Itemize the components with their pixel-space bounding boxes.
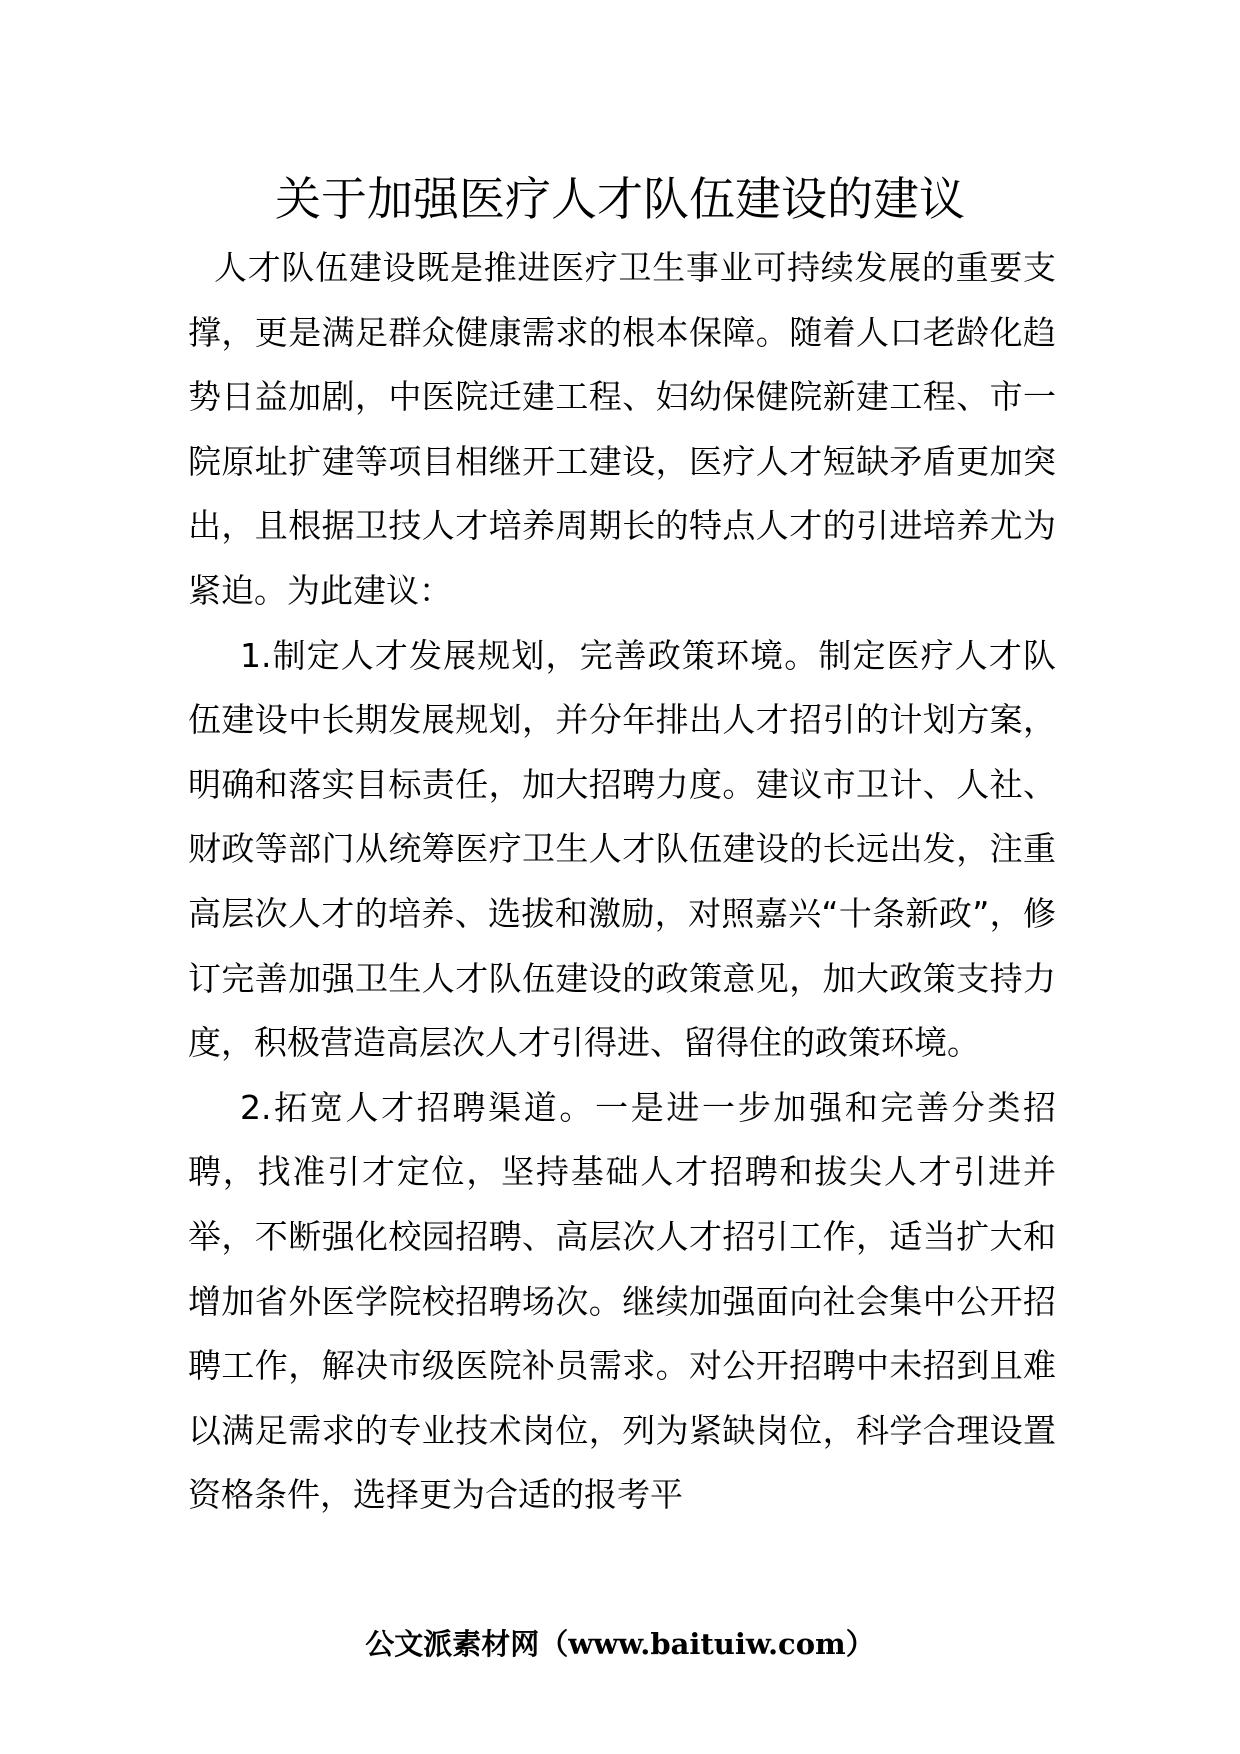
document-title: 关于加强医疗人才队伍建设的建议 — [275, 172, 965, 226]
paragraph-item-2: 2.拓宽人才招聘渠道。一是进一步加强和完善分类招聘，找准引才定位，坚持基础人才招聘和拔尖人才引进并举，不断强化校园招聘、高层次人才招引工作，适当扩大和增加省外医学院校招聘场次。继续加强面向社会集中公开招聘工作，解决市级医院补员需求。对公开招聘中未招到且难以满足需求的专业技术岗位，列为紧缺岗位，科学合理设置资格条件，选择更为合适的报考平 — [188, 1087, 1056, 1515]
document-body — [188, 236, 1056, 1528]
paragraph-intro: 人才队伍建设既是推进医疗卫生事业可持续发展的重要支撑，更是满足群众健康需求的根本保障。随着人口老龄化趋势日益加剧，中医院迁建工程、妇幼保健院新建工程、市一院原址扩建等项目相继开工建设，医疗人才短缺矛盾更加突出，且根据卫技人才培养周期长的特点人才的引进培养尤为紧迫。为此建议： — [188, 248, 1056, 610]
footer-watermark: 公文派素材网（www.baituiw.com） — [365, 1627, 875, 1661]
paragraph-item-1: 1.制定人才发展规划，完善政策环境。制定医疗人才队伍建设中长期发展规划，并分年排出人才招引的计划方案，明确和落实目标责任，加大招聘力度。建议市卫计、人社、财政等部门从统筹医疗卫生人才队伍建设的长远出发，注重高层次人才的培养、选拔和激励，对照嘉兴“十条新政”，修订完善加强卫生人才队伍建设的政策意见，加大政策支持力度，积极营造高层次人才引得进、留得住的政策环境。 — [188, 635, 1056, 1063]
